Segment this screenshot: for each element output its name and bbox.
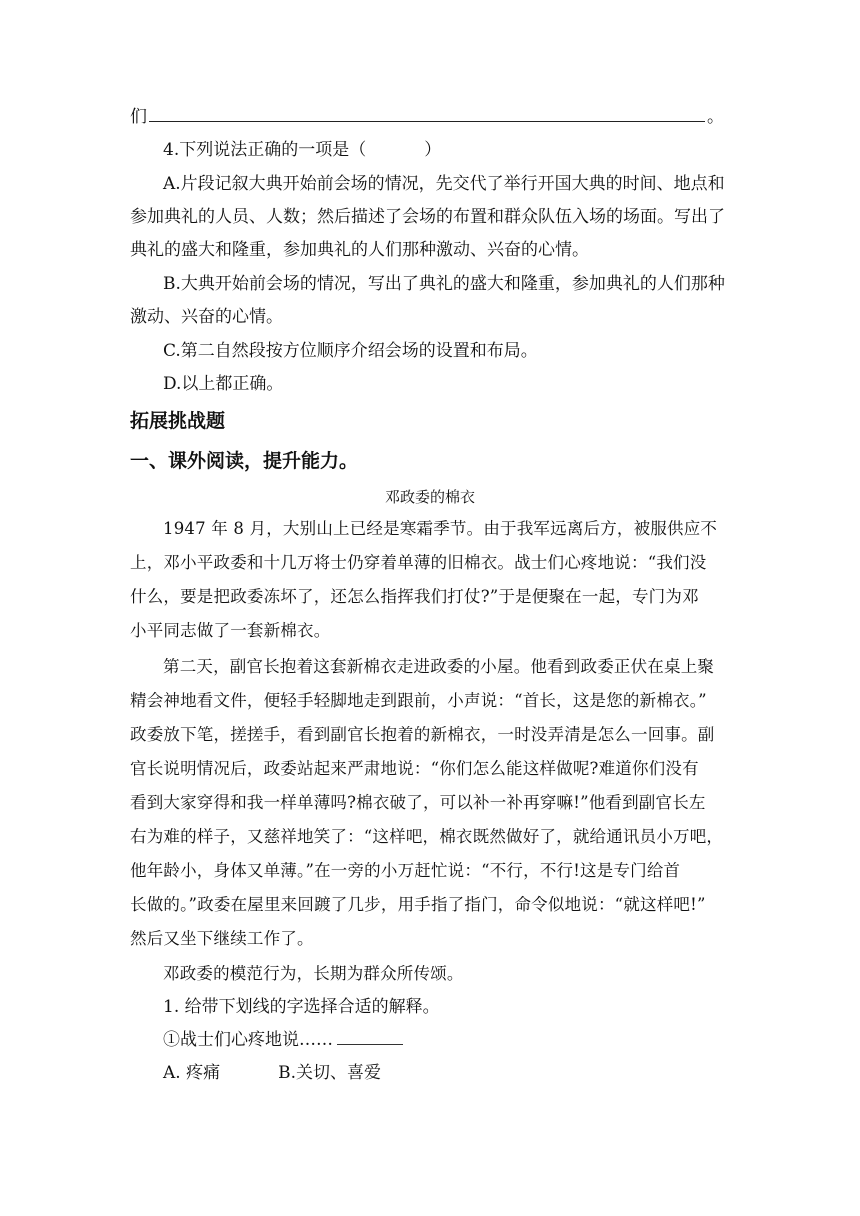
passage-p2-line-4: 官长说明情况后，政委站起来严肃地说：“你们怎么能这样做呢?难道你们没有: [130, 759, 699, 778]
passage-p2-line-3: 政委放下笔，搓搓手，看到副官长抱着的新棉衣，一时没弄清是怎么一回事。副: [130, 725, 715, 744]
passage-p1-line-4: 小平同志做了一套新棉衣。: [130, 621, 331, 640]
q4-option-b-line-1: B.大典开始前会场的情况，写出了典礼的盛大和隆重，参加典礼的人们那种: [163, 274, 725, 294]
part-one-title: 一、课外阅读，提升能力。: [130, 450, 359, 472]
q3-suffix: 。: [707, 107, 724, 127]
q1-item-1-blank[interactable]: [337, 1032, 403, 1045]
passage-p3: 邓政委的模范行为，长期为群众所传颂。: [163, 964, 464, 983]
q1-stem: 1. 给带下划线的字选择合适的解释。: [163, 997, 440, 1017]
q4-stem-close: ）: [424, 140, 442, 160]
q1-item-1: [163, 1029, 763, 1051]
passage-p2-line-8: 长做的。”政委在屋里来回踱了几步，用手指了指门，命令似地说：“就这样吧!”: [130, 895, 706, 914]
q1-option-b: B.关切、喜爱: [278, 1063, 381, 1083]
passage-p2-line-9: 然后又坐下继续工作了。: [130, 929, 314, 948]
q4-option-a-line-2: 参加典礼的人员、人数；然后描述了会场的布置和群众队伍入场的场面。写出了: [130, 207, 725, 227]
answer-blank[interactable]: [149, 109, 705, 122]
passage-p2-line-5: 看到大家穿得和我一样单薄吗?棉衣破了，可以补一补再穿嘛!”他看到副官长左: [130, 793, 706, 812]
passage-p2-line-2: 精会神地看文件，便轻手轻脚地走到跟前，小声说：“首长，这是您的新棉衣。”: [130, 691, 707, 710]
passage-p1-line-2: 上，邓小平政委和十几万将士仍穿着单薄的旧棉衣。战士们心疼地说：“我们没: [130, 553, 707, 572]
q4-stem-text: 4.下列说法正确的一项是（: [163, 140, 367, 160]
q4-option-a-line-3: 典礼的盛大和隆重，参加典礼的人们那种激动、兴奋的心情。: [130, 240, 589, 260]
passage-title: 邓政委的棉衣: [384, 488, 475, 506]
passage-p2-line-7: 他年龄小，身体又单薄。”在一旁的小万赶忙说：“不行，不行!这是专门给首: [130, 861, 681, 880]
q4-option-b-line-2: 激动、兴奋的心情。: [130, 307, 283, 327]
q4-option-a-line-1: A.片段记叙大典开始前会场的情况，先交代了举行开国大典的时间、地点和: [163, 174, 725, 194]
q1-options: [163, 1062, 763, 1084]
q4-stem: [163, 139, 763, 161]
q1-item-1-text: ①战士们心疼地说……: [163, 1030, 333, 1050]
q4-option-c: C.第二自然段按方位顺序介绍会场的设置和布局。: [163, 341, 538, 361]
passage-p1-line-1: 1947 年 8 月，大别山上已经是寒霜季节。由于我军远离后方，被服供应不: [163, 519, 718, 538]
q4-option-d: D.以上都正确。: [163, 374, 284, 394]
q3-answer-line: [130, 106, 730, 128]
passage-p2-line-1: 第二天，副官长抱着这套新棉衣走进政委的小屋。他看到政委正伏在桌上聚: [163, 657, 715, 676]
q3-prefix: 们: [130, 107, 147, 127]
passage-p1-line-3: 什么，要是把政委冻坏了，还怎么指挥我们打仗?”于是便聚在一起，专门为邓: [130, 587, 699, 606]
passage-p2-line-6: 右为难的样子，又慈祥地笑了：“这样吧，棉衣既然做好了，就给通讯员小万吧，: [130, 827, 724, 846]
section-title: 拓展挑战题: [130, 410, 226, 432]
q1-option-a: A. 疼痛: [163, 1063, 221, 1083]
